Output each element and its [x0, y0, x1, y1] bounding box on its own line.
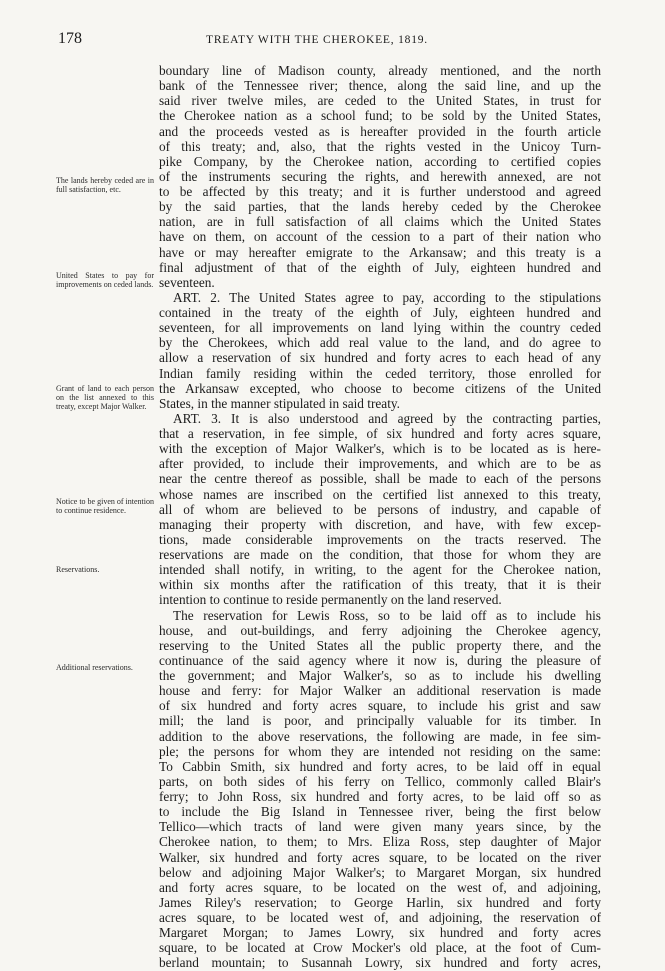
text-line: parts, on both sides of his ferry on Tellico, commonly called Blair's [159, 773, 601, 789]
text-line: Cherokee nation, to them; to Mrs. Eliza Ross, step daughter of Major [159, 834, 601, 850]
text-line: pike Company, by the Cherokee nation, according to certified copies [159, 153, 601, 169]
text-line: square, to be located at Crow Mocker's old place, at the foot of Cum- [159, 940, 601, 956]
text-line: all of whom are believed to be persons of industry, and capable of [159, 501, 601, 517]
text-line: reserving to the United States all the public property there, and the [159, 637, 601, 653]
margin-note-additional-reservations: Additional reservations. [56, 663, 133, 672]
margin-note-reservations: Reservations. [56, 565, 100, 574]
text-line: ferry; to John Ross, six hundred and forty acres, to be laid off so as [159, 789, 601, 804]
text-line: house, and out-buildings, and ferry adjoining the Cherokee agency, [159, 622, 601, 638]
margin-note-improvements: United States to pay for improvements on ceded lands. [56, 271, 154, 289]
text-line: Margaret Morgan; to James Lowry, six hundred and forty acres [159, 925, 601, 941]
text-line: the Cherokee nation as a school fund; to be sold by the United States, [159, 108, 601, 124]
text-line: Indian family residing within the ceded territory, those enrolled for [159, 365, 601, 381]
text-line: of six hundred and forty acres square, to include his grist and saw [159, 698, 601, 714]
running-title: TREATY WITH THE CHEROKEE, 1819. [206, 34, 428, 46]
text-line: have on them, on account of the cession to a part of their nation who [159, 229, 601, 245]
treaty-body-text [159, 63, 601, 971]
text-line: intention to continue to reside permanently on the land reserved. [159, 592, 502, 608]
text-line: allow a reservation of six hundred and forty acres to each head of any [159, 350, 601, 366]
text-line: house and ferry: for Major Walker an additional reservation is made [159, 683, 601, 699]
text-line: below and adjoining Major Walker's; to Margaret Morgan, six hundred [159, 864, 601, 880]
text-line: and forty acres square, to be located on the west of, and adjoining, [159, 879, 601, 895]
text-line: Walker, six hundred and forty acres square, to be located on the river [159, 849, 601, 865]
text-line: and the proceeds vested as is hereafter provided in the fourth article [159, 123, 601, 139]
text-line: States, in the manner stipulated in said treaty. [159, 395, 401, 411]
text-line: contained in the treaty of the eighth of July, eighteen hundred and [159, 305, 601, 320]
article-2-first-line: ART. 2. The United States agree to pay, according to the stipulations [173, 289, 601, 305]
text-line: final adjustment of that of the eighth of July, eighteen hundred and [159, 259, 601, 275]
text-line: intended shall notify, in writing, to the agent for the Cherokee nation, [159, 562, 601, 578]
text-line: to include the Big Island in Tennessee river, being the first below [159, 804, 601, 820]
margin-note-grant-of-land: Grant of land to each person on the list annexed to this treaty, except Major Walker. [56, 384, 154, 411]
text-line: the Arkansaw excepted, who choose to become citizens of the United [159, 380, 601, 396]
text-line: of this treaty; and, also, that the rights vested in the Unicoy Turn- [159, 138, 601, 154]
text-line: acres square, to be located west of, and adjoining, the reservation of [159, 910, 601, 925]
reservations-first-line: The reservation for Lewis Ross, so to be laid off as to include his [173, 607, 601, 623]
text-line: addition to the above reservations, the following are made, in fee sim- [159, 728, 601, 744]
text-line: bank of the Tennessee river; thence, along the said line, and up the [159, 78, 601, 94]
margin-note-lands-ceded: The lands hereby ceded are in full satisfaction, etc. [56, 176, 154, 194]
text-line: said river twelve miles, are ceded to the United States, in trust for [159, 93, 601, 109]
text-line: near the centre thereof as possible, shall be made to each of the persons [159, 471, 601, 487]
text-line: the government; and Major Walker's, so as to include his dwelling [159, 668, 601, 683]
text-line: managing their property with discretion, and have, with few excep- [159, 516, 601, 532]
text-line: of the instruments securing the rights, and herewith annexed, are not [159, 168, 601, 184]
text-line: mill; the land is poor, and principally valuable for its timber. In [159, 713, 601, 729]
text-line: with the exception of Major Walker's, which is to be located as is here- [159, 441, 601, 457]
text-line: that a reservation, in fee simple, of six hundred and forty acres square, [159, 426, 601, 441]
text-line: after provided, to include their improvements, and which are to be as [159, 456, 601, 472]
text-line: To Cabbin Smith, six hundred and forty acres, to be laid off in equal [159, 758, 601, 774]
text-line: have or may hereafter emigrate to the Arkansaw; and this treaty is a [159, 244, 601, 260]
text-line: boundary line of Madison county, already mentioned, and the north [159, 63, 601, 78]
text-line: ple; the persons for whom they are intended not residing on the same: [159, 743, 601, 759]
text-line: by the said parties, that the lands hereby ceded by the Cherokee [159, 199, 601, 215]
text-line: to be affected by this treaty; and it is further understood and agreed [159, 184, 601, 199]
text-line: by the Cherokees, which add real value to the land, and do agree to [159, 335, 601, 351]
text-line: Tellico—which tracts of land were given many years since, by the [159, 819, 601, 835]
margin-note-notice: Notice to be given of intention to continue residence. [56, 497, 154, 515]
text-line: within six months after the ratification of this treaty, that it is their [159, 577, 601, 593]
text-line: tions, made considerable improvements on the tracts reserved. The [159, 531, 601, 547]
text-line: James Riley's reservation; to George Harlin, six hundred and forty [159, 894, 601, 910]
article-3-first-line: ART. 3. It is also understood and agreed by the contracting parties, [173, 410, 601, 426]
page-number: 178 [58, 30, 82, 47]
text-line: continuance of the said agency where it now is, during the pleasure of [159, 652, 601, 668]
text-line: whose names are inscribed on the certified list annexed to this treaty, [159, 486, 601, 502]
text-line: nation, are in full satisfaction of all claims which the United States [159, 214, 601, 230]
text-line: reservations are made on the condition, that those for whom they are [159, 547, 601, 562]
text-line: berland mountain; to Susannah Lowry, six hundred and forty acres, [159, 955, 601, 971]
text-line: seventeen, for all improvements on land lying within the country ceded [159, 320, 601, 336]
text-line: seventeen. [159, 274, 215, 290]
